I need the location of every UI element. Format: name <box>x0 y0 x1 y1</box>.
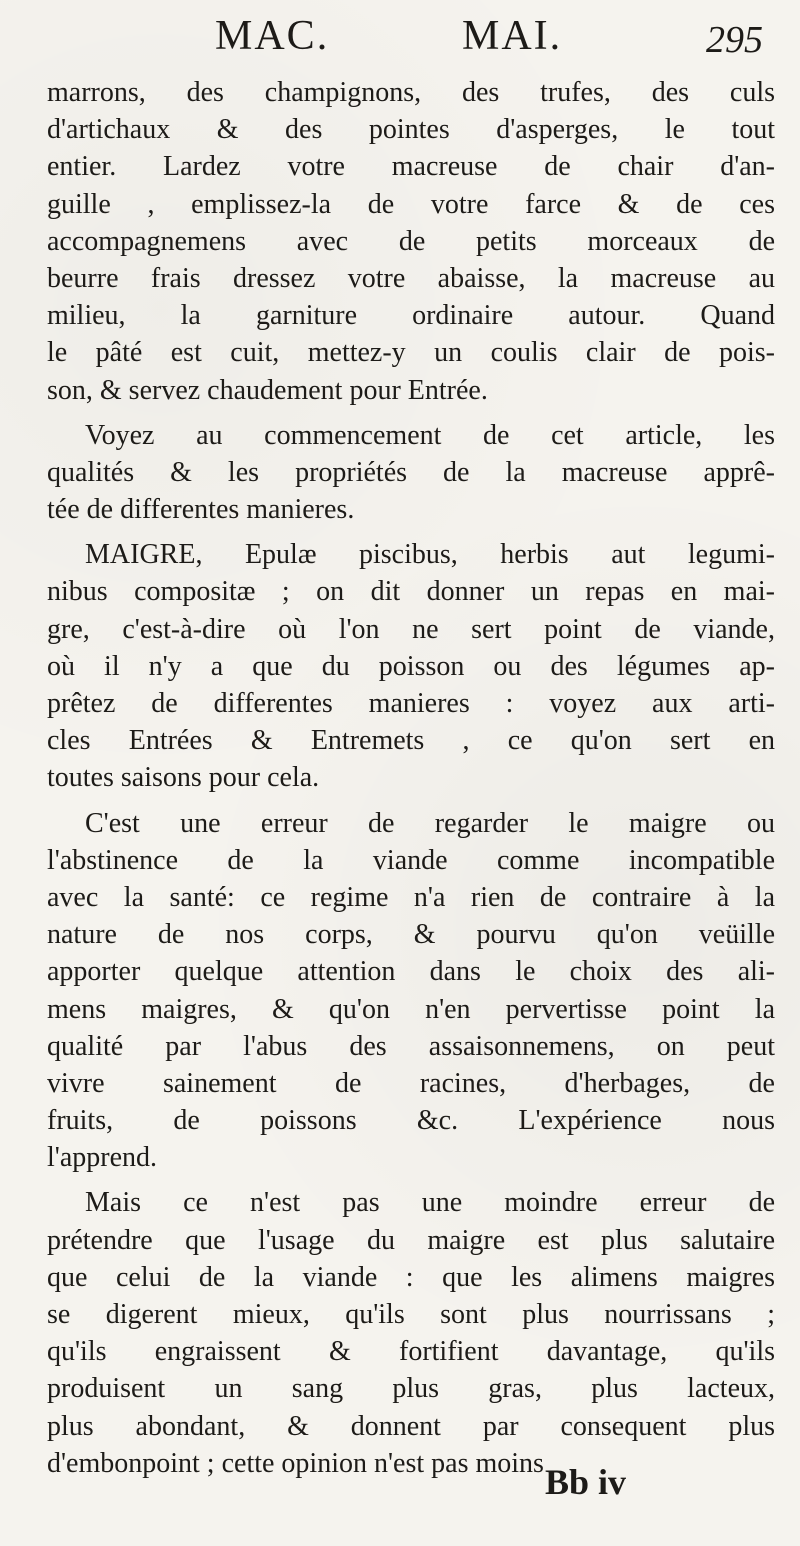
text-line: qu'ils engraissent & fortifient davantage, qu'ils <box>47 1336 775 1368</box>
text-line: gre, c'est-à-dire où l'on ne sert point de viande, <box>47 613 775 645</box>
text-line: vivre sainement de racines, d'herbages, de <box>47 1067 775 1099</box>
text-line: prêtez de differentes manieres : voyez aux arti- <box>47 688 775 719</box>
text-line: C'est une erreur de regarder le maigre ou <box>85 807 775 839</box>
running-head-left: MAC. <box>215 13 330 59</box>
text-line: le pâté est cuit, mettez-y un coulis clair de pois- <box>47 337 775 369</box>
text-line: beurre frais dressez votre abaisse, la macreuse au <box>47 262 775 294</box>
text-line: prétendre que l'usage du maigre est plus salutaire <box>47 1224 775 1256</box>
text-line: qualité par l'abus des assaisonnemens, on peut <box>47 1030 775 1062</box>
text-line: entier. Lardez votre macreuse de chair d'an- <box>47 151 775 183</box>
text-line: d'embonpoint ; cette opinion n'est pas moins <box>47 1447 544 1479</box>
text-line: accompagnemens avec de petits morceaux de <box>47 225 775 257</box>
text-line: marrons, des champignons, des trufes, des culs <box>47 77 775 108</box>
text-line: d'artichaux & des pointes d'asperges, le tout <box>47 114 775 146</box>
paragraph <box>47 536 775 796</box>
paragraph-gap <box>47 1176 775 1184</box>
paragraph <box>47 805 775 1177</box>
text-line: l'abstinence de la viande comme incompatible <box>47 844 775 876</box>
text-line: mens maigres, & qu'on n'en pervertisse point la <box>47 993 775 1025</box>
text-body <box>47 74 775 1482</box>
paragraph-gap <box>47 797 775 805</box>
running-head <box>0 10 800 70</box>
signature-mark: Bb iv <box>545 1462 627 1502</box>
text-line: son, & servez chaudement pour Entrée. <box>47 374 488 406</box>
text-line: tée de differentes manieres. <box>47 494 355 526</box>
text-line: se digerent mieux, qu'ils sont plus nourrissans ; <box>47 1299 775 1330</box>
paragraph <box>47 74 775 409</box>
text-line: fruits, de poissons &c. L'expérience nous <box>47 1105 775 1137</box>
text-line: Voyez au commencement de cet article, les <box>85 419 775 451</box>
paragraph <box>47 417 775 529</box>
text-line: l'apprend. <box>47 1142 158 1174</box>
text-line: apporter quelque attention dans le choix des ali- <box>47 956 775 988</box>
text-line: plus abondant, & donnent par consequent plus <box>47 1410 775 1442</box>
paragraph <box>47 1184 775 1482</box>
text-line: cles Entrées & Entremets , ce qu'on sert en <box>47 725 775 757</box>
page-number: 295 <box>706 19 763 61</box>
text-line: MAIGRE, Epulæ piscibus, herbis aut legumi- <box>85 539 775 571</box>
text-line: qualités & les propriétés de la macreuse apprê- <box>47 456 775 488</box>
running-head-center: MAI. <box>462 13 563 59</box>
text-line: nature de nos corps, & pourvu qu'on veüille <box>47 919 775 951</box>
text-line: guille , emplissez-la de votre farce & de ces <box>47 188 775 220</box>
text-line: produisent un sang plus gras, plus lacteux, <box>47 1373 775 1405</box>
text-line: Mais ce n'est pas une moindre erreur de <box>85 1187 775 1219</box>
text-line: nibus compositæ ; on dit donner un repas en mai- <box>47 576 775 608</box>
text-line: milieu, la garniture ordinaire autour. Quand <box>47 300 775 332</box>
text-line: où il n'y a que du poisson ou des légumes ap- <box>47 650 775 682</box>
paragraph-gap <box>47 409 775 417</box>
text-line: avec la santé: ce regime n'a rien de contraire à la <box>47 881 775 913</box>
text-line: que celui de la viande : que les alimens maigres <box>47 1261 775 1293</box>
paragraph-gap <box>47 528 775 536</box>
text-line: toutes saisons pour cela. <box>47 762 320 794</box>
